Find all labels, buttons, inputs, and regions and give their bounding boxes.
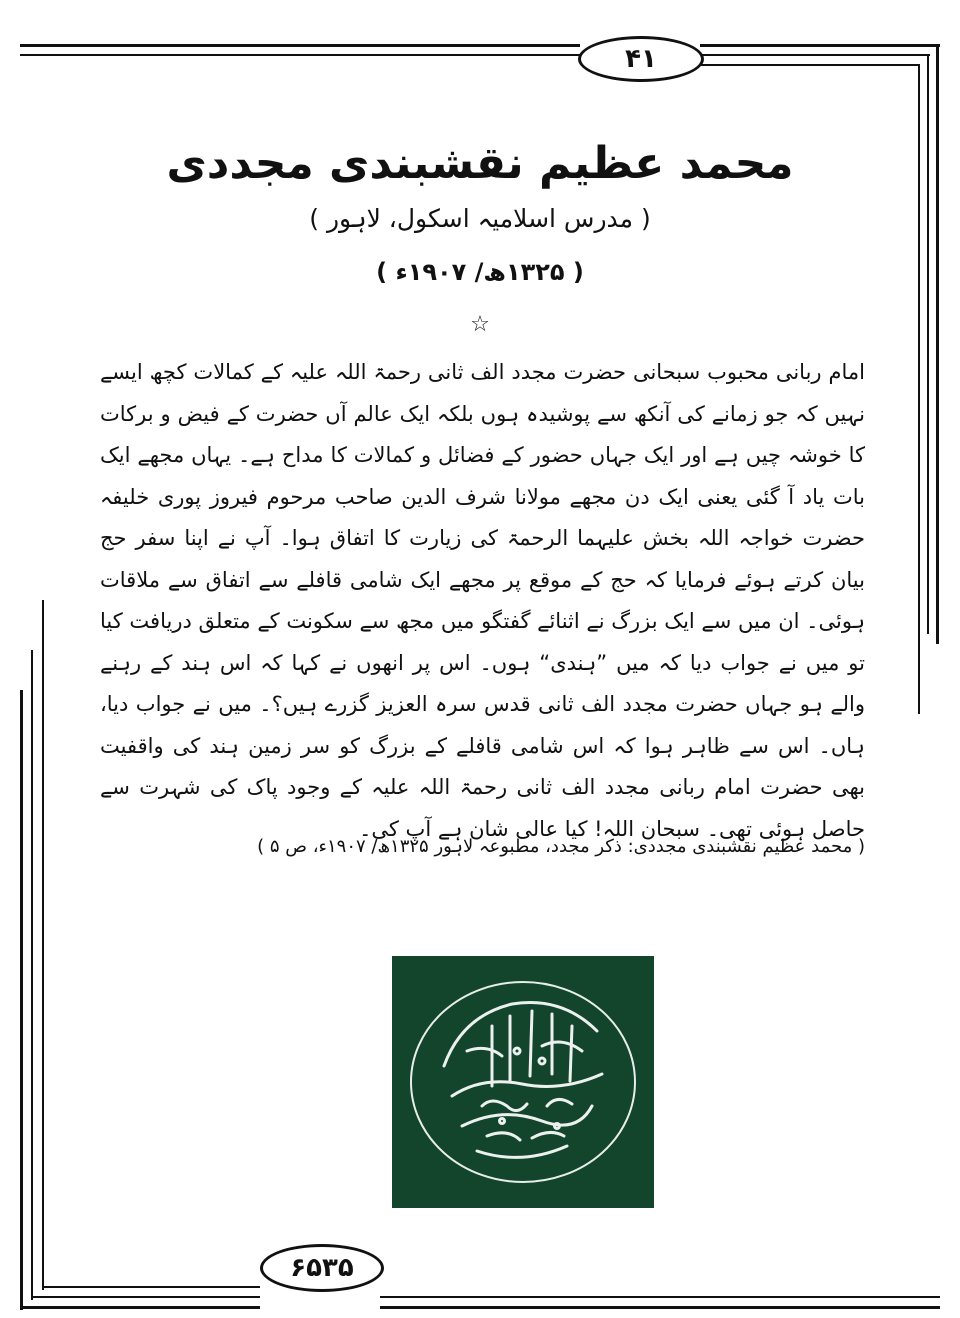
frame-bottom-left-line-third bbox=[42, 1286, 260, 1288]
bottom-page-number bbox=[260, 1244, 384, 1292]
citation: ( محمد عظیم نقشبندی مجددی: ذکر مجدد، مطبوعہ لاہور ۱۳۲۵ھ/ ۱۹۰۷ء، ص ۵ ) bbox=[257, 836, 865, 857]
page-title: محمد عظیم نقشبندی مجددی bbox=[166, 138, 794, 189]
frame-bottom-left-line-inner bbox=[31, 1296, 260, 1298]
top-page-number-text: ۴۱ bbox=[625, 44, 657, 74]
star-ornament: ☆ bbox=[470, 312, 490, 337]
calligraphy-seal bbox=[392, 956, 654, 1208]
seal-background bbox=[392, 956, 654, 1208]
frame-top-right-line-outer bbox=[700, 44, 940, 47]
frame-right-vertical-1 bbox=[936, 44, 939, 644]
page-subtitle: ( مدرس اسلامیہ اسکول، لاہور ) bbox=[309, 204, 651, 233]
frame-left-vertical-3 bbox=[42, 600, 44, 1290]
frame-top-line-outer bbox=[20, 44, 580, 47]
page-date: ( ۱۳۲۵ھ/ ۱۹۰۷ء ) bbox=[376, 258, 584, 286]
bottom-page-number-text: ۶۵۳۵ bbox=[290, 1253, 354, 1283]
frame-bottom-left-line-outer bbox=[20, 1306, 260, 1309]
frame-top-right-line-inner bbox=[700, 54, 930, 56]
calligraphy-seal-graphic bbox=[392, 956, 654, 1208]
top-page-number bbox=[578, 36, 704, 82]
frame-bottom-right-line-inner bbox=[380, 1296, 940, 1298]
frame-top-line-inner bbox=[20, 54, 580, 56]
frame-top-right-line-third bbox=[700, 64, 920, 66]
frame-bottom-right-line-outer bbox=[380, 1306, 940, 1309]
frame-left-vertical-1 bbox=[20, 690, 23, 1310]
body-paragraph: امام ربانی محبوب سبحانی حضرت مجدد الف ثانی رحمۃ اللہ علیہ کے کمالات کچھ ایسے نہیں کہ جو زمانے کی آنکھ سے پوشیدہ ہوں بلکہ ایک عالم آں حضرت کے فیض و برکات کا خوشہ چیں ہے اور ایک جہاں حضور کے فضائل و کمالات کا مداح ہے۔ یہاں مجھے ایک بات یاد آ گئی یعنی ایک دن مجھے مولانا شرف الدین صاحب مرحوم فیروز پوری خلیفہ حضرت خواجہ اللہ بخش علیہما الرحمۃ کی زیارت کا اتفاق ہوا۔ آپ نے اپنا سفر حج بیان کرتے ہوئے فرمایا کہ حج کے موقع پر مجھے ایک شامی قافلے سے اتفاق سے ملاقات ہوئی۔ ان میں سے ایک بزرگ نے اثنائے گفتگو میں مجھ سے سکونت کے متعلق دریافت کیا تو میں نے جواب دیا کہ میں ”ہندی“ ہوں۔ اس پر انھوں نے کہا کہ اس ہند کے رہنے والے ہو جہاں حضرت مجدد الف ثانی قدس سرہ العزیز گزرے ہیں؟۔ میں نے جواب دیا، ہاں۔ اس سے ظاہر ہوا کہ اس شامی قافلے کے بزرگ کو سر زمین ہند کی واقفیت بھی حضرت امام ربانی مجدد الف ثانی رحمۃ اللہ علیہ کے وجود پاک کی شہرت سے حاصل ہوئی تھی۔ سبحان اللہ! کیا عالی شان ہے آپ کی۔ bbox=[100, 360, 865, 841]
body-text bbox=[100, 352, 865, 841]
frame-left-vertical-2 bbox=[31, 650, 33, 1300]
